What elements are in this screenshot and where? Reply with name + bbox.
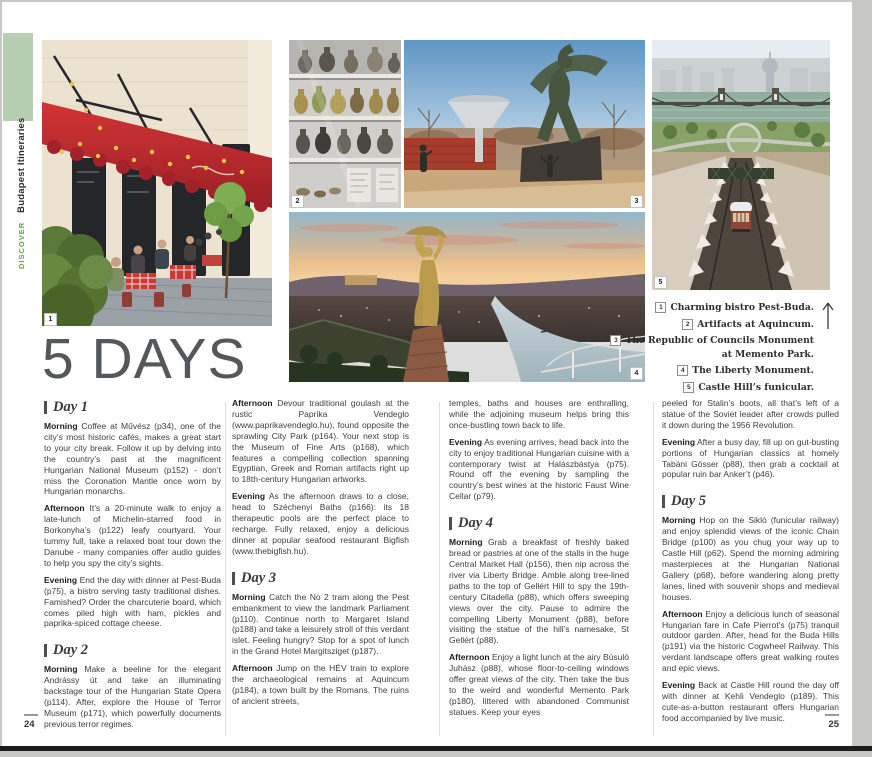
paragraph-text: End the day with dinner at Pest-Buda (p75), a bistro serving tasty traditional dishes. Famished? Order the charcuterie board, which comes piled high with ham, pickles and paprika-spiced cottage cheese. [44, 574, 221, 629]
day-heading-text: Day 4 [458, 515, 494, 532]
caption-number: 4 [677, 365, 688, 376]
memento-park-illustration [404, 40, 645, 208]
page-number-rule [24, 714, 38, 716]
day-heading-text: Day 5 [671, 493, 707, 510]
itinerary-paragraph [662, 437, 839, 481]
itinerary-paragraph [44, 664, 221, 729]
photo-liberty-monument-panorama [289, 212, 645, 382]
photo-caption-list [610, 301, 814, 397]
day-accent-bar [232, 572, 235, 585]
itinerary-paragraph [662, 515, 839, 602]
time-of-day-label: Afternoon [232, 398, 273, 408]
caption-item [610, 334, 814, 361]
artifacts-illustration [289, 40, 401, 208]
page-number-left-value: 24 [24, 719, 35, 730]
itinerary-column-4 [662, 398, 839, 730]
time-of-day-label: Afternoon [232, 663, 273, 674]
time-of-day-label: Morning [44, 664, 78, 675]
paragraph-text: Devour traditional goulash at the rustic Paprika Vendeglo (www.paprikavendeglo.hu), found opposite the sprawling City Park (p164). Your next stop is the Museum of Fine Arts (p168), which features a compelling collection spanning Egyptian, Greek and Roman artifacts right up to 18th-century Hungarian artworks. [232, 398, 409, 485]
paragraph-text: It’s a 20-minute walk to enjoy a late-lunch of Michelin-starred food in Borkonyha’s (p122) leafy courtyard. Your tummy full, take a relaxed boat tour down the Danube - many companies offer audio guides to help you spy the city’s sights. [44, 503, 221, 568]
funicular-illustration [652, 40, 830, 290]
itinerary-paragraph [44, 575, 221, 630]
caption-item [610, 381, 814, 395]
up-arrow-icon [820, 299, 836, 331]
itinerary-paragraph [662, 398, 839, 431]
bistro-illustration [42, 40, 272, 326]
column-divider [225, 402, 226, 736]
itinerary-paragraph [449, 652, 629, 717]
time-of-day-label: Morning [44, 421, 78, 431]
day-heading-text: Day 3 [241, 569, 277, 586]
photo-bistro-pest-buda [42, 40, 272, 326]
paragraph-text: Enjoy a delicious lunch of seasonal Hungarian fare in Cafe Pierrot’s (p75) tranquil outdoor garden. After, head for the Buda Hills (p191) via the historic Cogwheel Railway. This verdant landscape offers great walking routes and epic views. [662, 608, 839, 674]
itinerary-paragraph [44, 503, 221, 568]
day-accent-bar [449, 517, 452, 530]
day-heading [44, 642, 221, 659]
paragraph-text: Enjoy a light lunch at the airy Búsuló Juhász (p88), whose floor-to-ceiling windows offer great views of the city. Then take the bus to the weird and wonderful Memento Park (p180), littered with abandoned Communist statues. Keep your eyes [449, 652, 630, 717]
sidebar-kicker: DISCOVER [16, 221, 26, 269]
day-heading-text: Day 2 [53, 642, 89, 659]
time-of-day-label: Morning [662, 515, 696, 526]
sidebar-color-block [3, 33, 33, 121]
paragraph-text: Grab a breakfast of freshly baked bread or pastries at one of the stalls in the huge Central Market Hall (p156), then nip across the river via Liberty Bridge. Amble along tree-lined paths to the top of Gellért Hill to spy the 19th-century Citadella (p88), which offers sweeping views over the city. Pause to admire the compelling Liberty Monument (p88), before visiting the statue of the hill’s namesake, St Gellért (p88). [449, 537, 629, 646]
paragraph-text: temples, baths and houses are enthralling, while the adjoining museum helps bring this once-bustling town back to life. [449, 398, 629, 430]
caption-text: The Liberty Monument. [692, 365, 814, 376]
itinerary-paragraph [232, 398, 409, 485]
time-of-day-label: Afternoon [44, 503, 85, 514]
page-gutter-divider [439, 402, 440, 736]
photo-castle-hill-funicular [652, 40, 830, 290]
page-title: 5 DAYS [42, 327, 247, 391]
caption-item [610, 318, 814, 332]
book-page [2, 2, 852, 746]
sidebar-section-label [13, 119, 29, 269]
photo-aquincum-artifacts [289, 40, 401, 208]
itinerary-paragraph [232, 663, 409, 707]
day-heading [44, 399, 221, 416]
itinerary-column-2 [232, 398, 409, 713]
paragraph-text: Catch the No 2 tram along the Pest embankment to view the landmark Parliament (p110). Continue north to Margaret Island (p188) and take a leisurely stroll of this verdant islet. Feeling hungry? Stop for a spot of lunch in the Grand Hotel Margitsziget (p187). [232, 591, 409, 657]
itinerary-paragraph [44, 421, 221, 497]
itinerary-paragraph [449, 437, 629, 502]
time-of-day-label: Evening [662, 436, 696, 447]
caption-text: Artifacts at Aquincum. [697, 318, 814, 330]
paragraph-text: Make a beeline for the elegant Andrássy út and take an illuminating backstage tour of the Hungarian State Opera (p114). After, explore the House of Terror Museum (p171), which powerfully documents previous terror regimes. [44, 664, 221, 729]
time-of-day-label: Morning [232, 591, 266, 602]
time-of-day-label: Afternoon [449, 652, 490, 663]
photo-republic-of-councils-monument [404, 40, 645, 208]
day-heading [662, 493, 839, 510]
paragraph-text: Hop on the Sikló (funicular railway) and enjoy splendid views of the iconic Chain Bridge (p100) as you chug your way up to Castle Hill (p62). Spend the morning admiring masterpieces at the Hungarian National Gallery (p68), before wandering along pretty lanes, lined with souvenir shops and medieval houses. [662, 515, 839, 602]
time-of-day-label: Evening [449, 436, 483, 447]
time-of-day-label: Morning [449, 537, 483, 548]
paragraph-text: As the afternoon draws to a close, head to Széchenyi Baths (p166): its 18 therapeutic pools are the perfect place to recharge. Fully relaxed, enjoy a delicious dinner at popular seafood restaurant Bigfish (www.thebigfish.hu). [232, 491, 409, 556]
itinerary-paragraph [662, 680, 839, 724]
page-number-right [825, 714, 839, 730]
time-of-day-label: Evening [232, 491, 266, 502]
sidebar-title: Budapest Itineraries [15, 117, 27, 213]
liberty-monument-illustration [289, 212, 645, 382]
caption-item [610, 301, 814, 315]
photo-badge-3: 3 [630, 195, 643, 208]
day-accent-bar [662, 495, 665, 508]
itinerary-paragraph [232, 592, 409, 657]
page-number-left [24, 714, 38, 730]
caption-number: 5 [683, 382, 694, 393]
paragraph-text: Back at Castle Hill round the day off with dinner at Kehli Vendeglo (p189). This cute-as-a-button restaurant offers Hungarian food accompanied by live music. [662, 680, 839, 723]
caption-text: The Republic of Councils Monument at Memento Park. [625, 335, 814, 360]
itinerary-paragraph [662, 609, 839, 674]
time-of-day-label: Afternoon [662, 608, 703, 619]
paragraph-text: After a busy day, fill up on gut-busting portions of Hungarian classics at homely Tabáni Gösser (p88), then grab a cocktail at popular ruin bar Anker’t (p46). [662, 436, 839, 480]
paragraph-text: Coffee at Művész (p34), one of the city’s most historic cafés, makes a great start to your city break. Follow it up by delving into the country’s past at the magnificent Hungarian National Museum (p152) - don’t miss the Coronation Mantle once worn by Hungarian monarchs. [44, 421, 221, 497]
itinerary-paragraph [449, 398, 629, 431]
itinerary-paragraph [449, 537, 629, 646]
time-of-day-label: Evening [44, 574, 78, 585]
page-number-rule [825, 714, 839, 716]
caption-text: Castle Hill’s funicular. [698, 381, 814, 393]
itinerary-column-1 [44, 398, 221, 736]
caption-number: 2 [682, 319, 693, 330]
column-divider [653, 402, 654, 736]
caption-text: Charming bistro Pest-Buda. [670, 302, 814, 313]
page-bottom-edge [0, 746, 872, 751]
day-accent-bar [44, 401, 47, 414]
time-of-day-label: Evening [662, 680, 696, 691]
photo-badge-2: 2 [291, 195, 304, 208]
day-heading [232, 570, 409, 587]
photo-badge-1: 1 [44, 313, 57, 326]
caption-number: 1 [655, 302, 666, 313]
day-heading-text: Day 1 [53, 399, 89, 415]
itinerary-paragraph [232, 491, 409, 556]
page-number-right-value: 25 [828, 719, 839, 730]
photo-badge-4: 4 [630, 367, 643, 380]
paragraph-text: As evening arrives, head back into the city to enjoy traditional Hungarian cuisine with a contemporary twist at Halászbástya (p75). Round off the evening by sampling the country’s best wines at the historic Faust Wine Cellar (p79). [449, 436, 629, 502]
paragraph-text: Jump on the HÉV train to explore the archaeological remains at Aquincum (p184), a town built by the Romans. The ruins of ancient streets, [232, 663, 409, 706]
caption-number: 3 [610, 335, 621, 346]
day-heading [449, 515, 629, 532]
day-accent-bar [44, 644, 47, 657]
photo-badge-5: 5 [654, 276, 667, 289]
itinerary-column-3 [449, 398, 629, 724]
paragraph-text: peeled for Stalin’s boots, all that’s left of a statue of the Soviet leader after crowds pulled it down during the 1956 Revolution. [662, 398, 839, 430]
